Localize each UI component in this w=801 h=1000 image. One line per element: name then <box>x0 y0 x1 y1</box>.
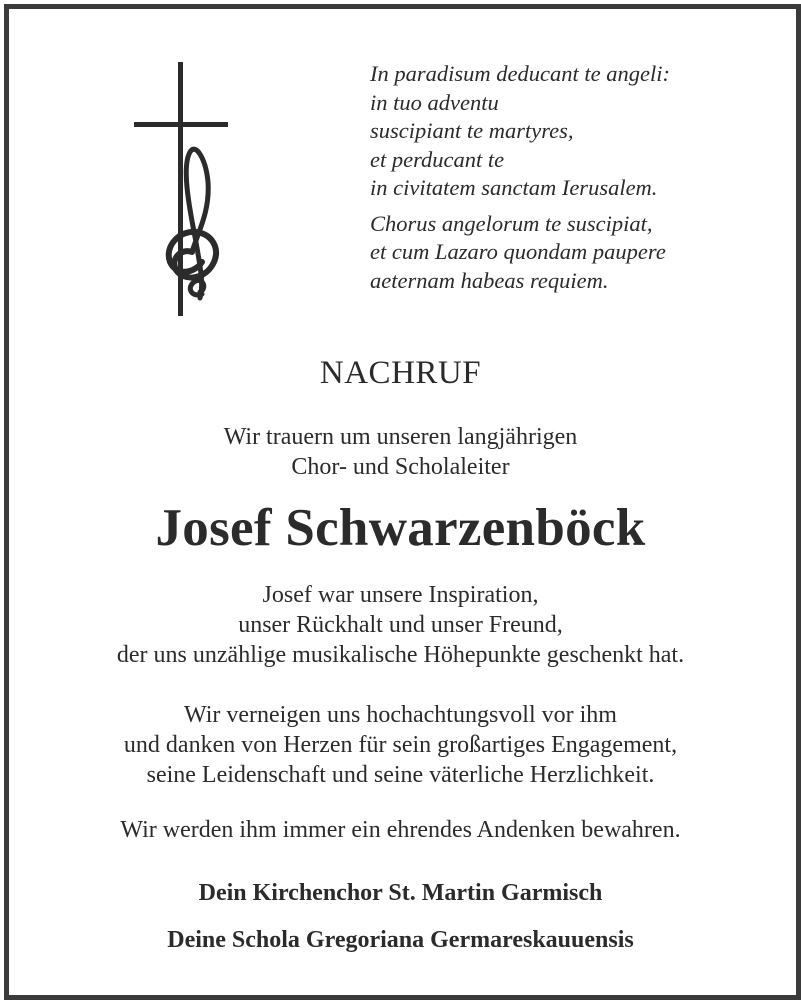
poem-line: suscipiant te martyres, <box>370 118 574 143</box>
poem-stanza-2 <box>370 210 780 296</box>
page-title: NACHRUF <box>319 355 482 391</box>
paragraph-line: seine Leidenschaft und seine väterliche Herzlichkeit. <box>146 762 655 788</box>
poem-line: in tuo adventu <box>370 89 499 115</box>
intro-line: Wir trauern um unseren langjährigen <box>223 424 578 450</box>
poem-stanza-1 <box>370 60 780 203</box>
paragraph-1 <box>0 580 801 670</box>
paragraph-line: Wir werden ihm immer ein ehrendes Andenken bewahren. <box>120 817 681 843</box>
signature-schola: Deine Schola Gregoriana Germareskauuensis <box>167 927 634 953</box>
paragraph-3 <box>0 815 801 845</box>
paragraph-line: Josef war unsere Inspiration, <box>262 582 539 608</box>
poem-line: in civitatem sanctam Ierusalem. <box>370 175 658 200</box>
poem-line: In paradisum deducant te angeli: <box>370 61 670 86</box>
paragraph-line: Wir verneigen uns hochachtungsvoll vor ihm <box>184 702 617 728</box>
paragraph-line: unser Rückhalt und unser Freund, <box>238 612 563 638</box>
latin-poem <box>370 60 780 302</box>
cross-treble-clef-icon <box>130 62 230 320</box>
paragraph-line: der uns unzählige musikalische Höhepunkte geschenkt hat. <box>116 642 685 668</box>
intro-line: Chor- und Scholaleiter <box>291 454 510 480</box>
poem-line: et cum Lazaro quondam paupere <box>370 239 666 264</box>
intro-text <box>0 422 801 482</box>
poem-line: aeternam habeas requiem. <box>370 267 609 293</box>
paragraph-line: und danken von Herzen für sein großartiges Engagement, <box>123 732 678 758</box>
deceased-name: Josef Schwarzenböck <box>155 499 646 557</box>
poem-line: et perducant te <box>370 146 505 172</box>
poem-line: Chorus angelorum te suscipiat, <box>370 210 653 236</box>
signature-choir: Dein Kirchenchor St. Martin Garmisch <box>198 880 603 906</box>
paragraph-2 <box>0 700 801 790</box>
